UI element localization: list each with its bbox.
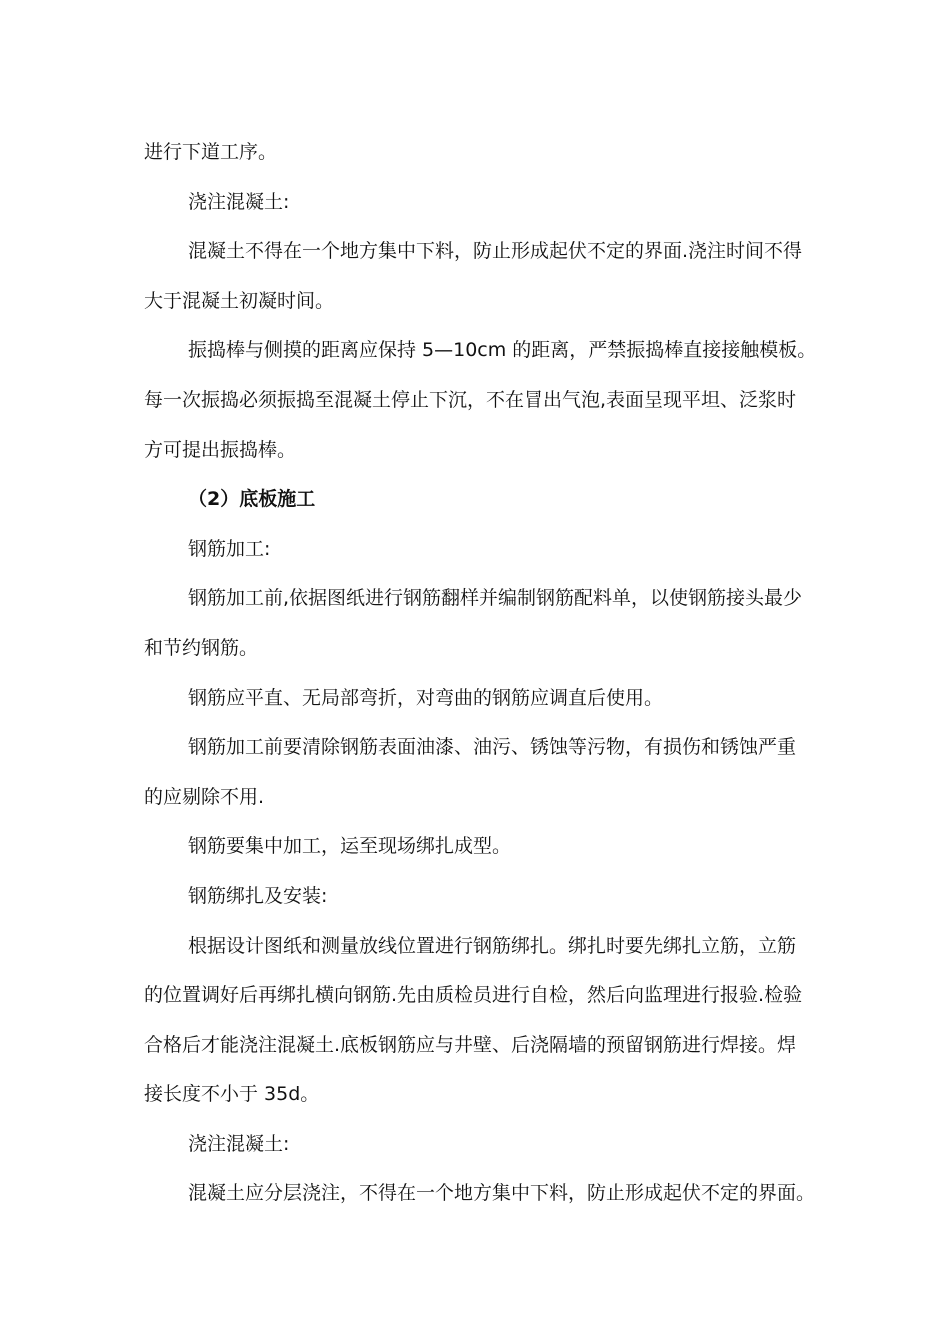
text-line: 钢筋绑扎及安装: xyxy=(188,884,328,907)
text-line: 钢筋加工前,依据图纸进行钢筋翻样并编制钢筋配料单，以使钢筋接头最少 xyxy=(188,587,803,610)
text-line: 振捣棒与侧摸的距离应保持 5—10cm 的距离，严禁振捣棒直接接触模板。 xyxy=(188,339,817,362)
text-line: 每一次振捣必须振捣至混凝土停止下沉，不在冒出气泡,表面呈现平坦、泛浆时 xyxy=(144,388,797,411)
text-line: 和节约钢筋。 xyxy=(144,636,259,659)
text-line: 混凝土不得在一个地方集中下料，防止形成起伏不定的界面.浇注时间不得 xyxy=(188,240,803,263)
text-line: 钢筋加工前要清除钢筋表面油漆、油污、锈蚀等污物，有损伤和锈蚀严重 xyxy=(188,736,797,759)
text-line: 的应剔除不用. xyxy=(144,785,265,808)
text-line: 进行下道工序。 xyxy=(144,141,278,163)
text-line: 混凝土应分层浇注，不得在一个地方集中下料，防止形成起伏不定的界面。 xyxy=(188,1182,816,1205)
text-line: 钢筋应平直、无局部弯折，对弯曲的钢筋应调直后使用。 xyxy=(188,686,664,709)
text-line: 方可提出振捣棒。 xyxy=(144,438,297,461)
text-line: 根据设计图纸和测量放线位置进行钢筋绑扎。绑扎时要先绑扎立筋，立筋 xyxy=(188,934,797,957)
text-line: 钢筋要集中加工，运至现场绑扎成型。 xyxy=(188,835,512,858)
text-line: 浇注混凝土: xyxy=(188,1132,290,1155)
text-line: 大于混凝土初凝时间。 xyxy=(144,289,335,312)
section-heading: （2）底板施工 xyxy=(188,488,316,511)
text-line: 的位置调好后再绑扎横向钢筋.先由质检员进行自检，然后向监理进行报验.检验 xyxy=(144,984,803,1007)
document-body xyxy=(144,128,816,1219)
text-line: 接长度不小于 35d。 xyxy=(144,1083,320,1106)
text-line: 浇注混凝土: xyxy=(188,190,290,213)
text-line: 合格后才能浇注混凝土.底板钢筋应与井壁、后浇隔墙的预留钢筋进行焊接。焊 xyxy=(144,1033,797,1056)
text-line: 钢筋加工: xyxy=(188,537,271,560)
